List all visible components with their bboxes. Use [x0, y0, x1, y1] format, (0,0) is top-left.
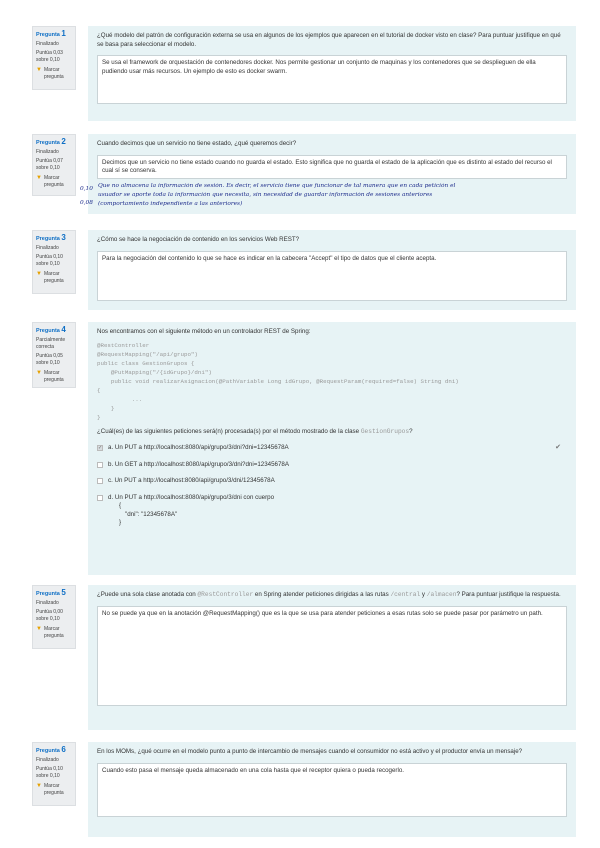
question-number: Pregunta 3: [36, 233, 66, 242]
option-b-checkbox[interactable]: [97, 462, 103, 468]
question-state: Finalizado: [36, 149, 59, 155]
question-text: ¿Cómo se hace la negociación de contenido en los servicios Web REST?: [97, 236, 300, 243]
body-close: }: [119, 519, 122, 526]
question-score: Puntúa 0,00 sobre 0,10: [36, 609, 63, 622]
flag-question-link[interactable]: ▼ Marcar pregunta: [36, 271, 64, 284]
handwritten-note-line-2: usuador se aporte toda la información que necesita, sin necesidad de guardar información de sesiones anteriores: [98, 192, 433, 198]
question-score: Puntúa 0,07 sobre 0,10: [36, 158, 63, 171]
question-state: Parcialmente correcta: [36, 337, 66, 350]
flag-question-link[interactable]: ▼ Marcar pregunta: [36, 370, 64, 383]
flag-question-link[interactable]: ▼ Marcar pregunta: [36, 783, 64, 796]
correct-check-icon: ✔: [555, 444, 561, 451]
flag-icon: ▼: [36, 370, 42, 376]
option-d-checkbox[interactable]: [97, 495, 103, 501]
question-score: Puntúa 0,10 sobre 0,10: [36, 254, 63, 267]
question-score: Puntúa 0,03 sobre 0,10: [36, 50, 63, 63]
flag-icon: ▼: [36, 175, 42, 181]
question-text: ¿Qué modelo del patrón de configuración externa se usa en algunos de los ejemplos que aparecen en el tutorial de docker visto en clase? Para puntuar justifique en qué se basa para seleccionar el modelo.: [97, 32, 561, 48]
question-number: Pregunta 2: [36, 137, 66, 146]
flag-question-link[interactable]: ▼ Marcar pregunta: [36, 626, 64, 639]
question-text: ¿Puede una sola clase anotada con @RestController en Spring atender peticiones dirigidas a las rutas /central y /almacen? Para puntuar justifique la respuesta.: [97, 591, 561, 598]
question-info-2: [32, 134, 76, 196]
option-b[interactable]: b. Un GET a http://localhost:8080/api/grupo/3/dni?dni=12345678A: [97, 461, 567, 470]
flag-icon: ▼: [36, 67, 42, 73]
option-a[interactable]: ✓ a. Un PUT a http://localhost:8080/api/grupo/3/dni?dni=12345678A ✔: [98, 444, 561, 451]
answer-textarea[interactable]: Se usa el framework de orquestación de contenedores docker. Nos permite gestionar un conjunto de maquinas y los contenedores que se desplieguen de ella pudiendo usar más recursos. Un ejemplo de esto es docker swarm.: [97, 55, 567, 104]
answer-textarea[interactable]: Cuando esto pasa el mensaje queda almacenado en una cola hasta que el receptor quiera o pueda recogerlo.: [97, 763, 567, 817]
flag-question-link[interactable]: ▼ Marcar pregunta: [36, 67, 64, 80]
question-text: En los MOMs, ¿qué ocurre en el modelo punto a punto de intercambio de mensajes cuando el consumidor no está activo y el productor envía un mensaje?: [97, 748, 523, 755]
question-info-6: [32, 742, 76, 806]
question-number: Pregunta 5: [36, 588, 66, 597]
option-c[interactable]: c. Un PUT a http://localhost:8080/api/grupo/3/dni/12345678A: [97, 477, 567, 486]
option-d[interactable]: d. Un PUT a http://localhost:8080/api/grupo/3/dni con cuerpo: [97, 494, 567, 503]
question-text: Nos encontramos con el siguiente método en un controlador REST de Spring:: [97, 328, 311, 335]
answer-textarea[interactable]: Para la negociación del contenido lo que se hace es indicar en la cabecera "Accept" el tipo de datos que el cliente acepta.: [97, 251, 567, 301]
question-state: Finalizado: [36, 600, 59, 606]
question-state: Finalizado: [36, 245, 59, 251]
flag-question-link[interactable]: ▼ Marcar pregunta: [36, 175, 64, 188]
question-content-1: [88, 26, 576, 121]
question-content-4: [88, 322, 576, 575]
flag-icon: ▼: [36, 783, 42, 789]
flag-icon: ▼: [36, 271, 42, 277]
question-content-5: [88, 585, 576, 730]
question-number: Pregunta 1: [36, 29, 66, 38]
question-content-3: [88, 230, 576, 310]
question-info-4: [32, 322, 76, 388]
question-state: Finalizado: [36, 757, 59, 763]
handwritten-note-line-3: (comportamiento independiente a las anteriores): [98, 201, 243, 207]
question-text: Cuando decimos que un servicio no tiene estado, ¿qué queremos decir?: [97, 140, 297, 147]
question-content-6: [88, 742, 576, 837]
question-info-5: [32, 585, 76, 649]
question-info-3: [32, 230, 76, 294]
body-open: {: [119, 502, 122, 509]
option-a-checkbox[interactable]: ✓: [98, 445, 103, 451]
handwritten-note-line-1: Que no almacena la información de sesión. Es decir, el servicio tiene que funcionar de tal manera que en cada petición el: [98, 183, 456, 189]
flag-icon: ▼: [36, 626, 42, 632]
question-number: Pregunta 4: [36, 325, 66, 334]
body-line: "dni": "12345678A": [125, 510, 178, 518]
option-c-checkbox[interactable]: [97, 478, 103, 484]
question-score: Puntúa 0,05 sobre 0,10: [36, 353, 63, 366]
question-prompt: ¿Cuál(es) de las siguientes peticiones será(n) procesada(s) por el método mostrado de la clase GestionGrupos?: [97, 427, 413, 435]
question-number: Pregunta 6: [36, 745, 66, 754]
handwritten-score-a: 0,10: [80, 186, 93, 192]
answer-textarea[interactable]: Decimos que un servicio no tiene estado cuando no guarda el estado. Esto significa que no guarda el estado de la aplicación que es distinto al estado del recurso el cual sí se conserva.: [97, 155, 567, 179]
handwritten-score-b: 0,08: [80, 200, 93, 206]
question-state: Finalizado: [36, 41, 59, 47]
code-snippet: @RestController @RequestMapping("/api/grupo") public class GestionGrupos { @PutMapping("/{idGrupo}/dni") public void realizarAsignacion(@PathVariable Long idGrupo, @RequestParam(required=false) String dni) { ... } }: [97, 341, 459, 421]
question-info-1: [32, 26, 76, 90]
answer-textarea[interactable]: No se puede ya que en la anotación @RequestMapping() que es la que se usa para atender peticiones a esas rutas solo se puede pasar por parámetro un path.: [97, 606, 567, 706]
question-score: Puntúa 0,10 sobre 0,10: [36, 766, 63, 779]
